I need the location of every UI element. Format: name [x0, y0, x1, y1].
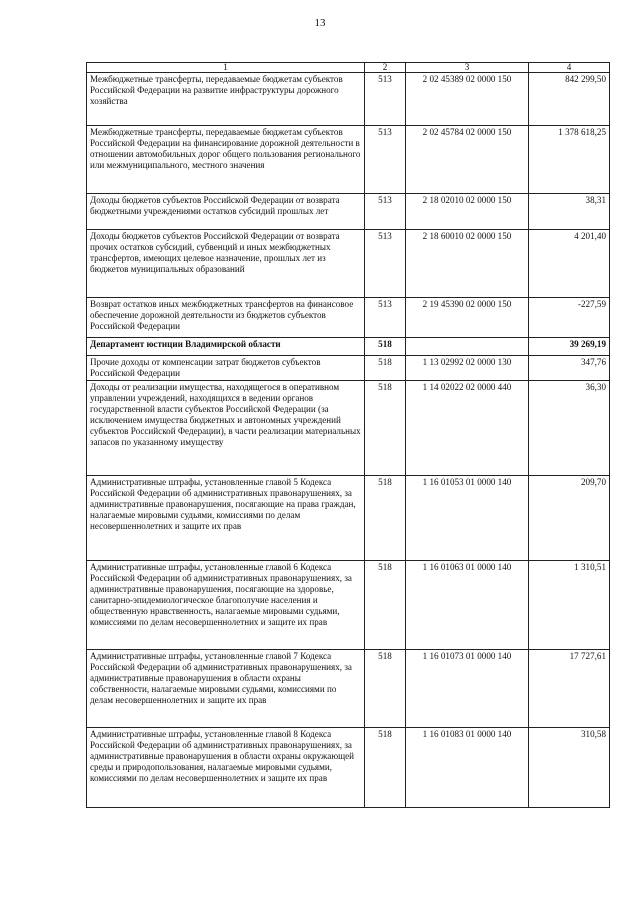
table-row: [87, 338, 610, 356]
table-row: [87, 230, 610, 298]
row-amount-cell: 36,30: [529, 381, 610, 476]
table-row: [87, 194, 610, 230]
table-row: [87, 650, 610, 728]
row-name-cell: Административные штрафы, установленные главой 7 Кодекса Российской Федерации об административных правонарушениях, за административные правонарушения в области охраны собственности, налагаемые мировыми судьями, комиссиями по делам несовершеннолетних и защите их прав: [87, 650, 365, 728]
row-name-cell: Межбюджетные трансферты, передаваемые бюджетам субъектов Российской Федерации на развитие инфраструктуры дорожного хозяйства: [87, 73, 365, 126]
row-name-cell: Межбюджетные трансферты, передаваемые бюджетам субъектов Российской Федерации на финансирование дорожной деятельности в отношении автомобильных дорог общего пользования регионального или межмуниципального, местного значения: [87, 126, 365, 194]
header-col-1: 1: [87, 63, 365, 73]
row-amount-cell: 1 378 618,25: [529, 126, 610, 194]
row-revenue-code-cell: 2 18 02010 02 0000 150: [406, 194, 529, 230]
row-admin-code-cell: 513: [365, 298, 406, 338]
row-amount-cell: 209,70: [529, 476, 610, 561]
row-admin-code-cell: 518: [365, 650, 406, 728]
header-col-4: 4: [529, 63, 610, 73]
table-row: [87, 381, 610, 476]
row-revenue-code-cell: 1 16 01063 01 0000 140: [406, 561, 529, 650]
table-row: [87, 356, 610, 381]
table-row: [87, 73, 610, 126]
row-admin-code-cell: 513: [365, 73, 406, 126]
row-revenue-code-cell: 2 02 45389 02 0000 150: [406, 73, 529, 126]
budget-revenue-table: [86, 62, 610, 808]
row-amount-cell: 4 201,40: [529, 230, 610, 298]
row-name-cell: Прочие доходы от компенсации затрат бюджетов субъектов Российской Федерации: [87, 356, 365, 381]
row-revenue-code-cell: 1 14 02022 02 0000 440: [406, 381, 529, 476]
row-amount-cell: 842 299,50: [529, 73, 610, 126]
table-header-row: [87, 63, 610, 73]
row-admin-code-cell: 513: [365, 230, 406, 298]
row-revenue-code-cell: 1 16 01053 01 0000 140: [406, 476, 529, 561]
row-admin-code-cell: 518: [365, 561, 406, 650]
row-revenue-code-cell: 1 16 01083 01 0000 140: [406, 728, 529, 808]
row-admin-code-cell: 513: [365, 194, 406, 230]
row-amount-cell: -227,59: [529, 298, 610, 338]
row-amount-cell: 1 310,51: [529, 561, 610, 650]
row-amount-cell: 17 727,61: [529, 650, 610, 728]
row-revenue-code-cell: 2 19 45390 02 0000 150: [406, 298, 529, 338]
table-row: [87, 561, 610, 650]
row-amount-cell: 38,31: [529, 194, 610, 230]
row-revenue-code-cell: 1 13 02992 02 0000 130: [406, 356, 529, 381]
header-col-2: 2: [365, 63, 406, 73]
row-admin-code-cell: 513: [365, 126, 406, 194]
row-name-cell: Административные штрафы, установленные главой 6 Кодекса Российской Федерации об административных правонарушениях, за административные правонарушения, посягающие на здоровье, санитарно-эпидемиологическое благополучие населения и общественную нравственность, налагаемые мировыми судьями, комиссиями по делам несовершеннолетних и защите их прав: [87, 561, 365, 650]
row-name-cell: Доходы бюджетов субъектов Российской Федерации от возврата прочих остатков субсидий, субвенций и иных межбюджетных трансфертов, имеющих целевое назначение, прошлых лет из бюджетов муниципальных образований: [87, 230, 365, 298]
row-admin-code-cell: 518: [365, 338, 406, 356]
page-number: 13: [314, 17, 326, 29]
row-name-cell: Возврат остатков иных межбюджетных трансфертов на финансовое обеспечение дорожной деятельности из бюджетов субъектов Российской Федерации: [87, 298, 365, 338]
row-amount-cell: 310,58: [529, 728, 610, 808]
row-name-cell: Доходы от реализации имущества, находящегося в оперативном управлении учреждений, находящихся в ведении органов государственной власти субъектов Российской Федерации (за исключением имущества бюджетных и автономных учреждений субъектов Российской Федерации), в части реализации материальных запасов по указанному имуществу: [87, 381, 365, 476]
table-row: [87, 126, 610, 194]
table-row: [87, 298, 610, 338]
row-revenue-code-cell: 2 18 60010 02 0000 150: [406, 230, 529, 298]
row-admin-code-cell: 518: [365, 476, 406, 561]
table-row: [87, 728, 610, 808]
row-admin-code-cell: 518: [365, 356, 406, 381]
table-row: [87, 476, 610, 561]
row-admin-code-cell: 518: [365, 728, 406, 808]
row-revenue-code-cell: [406, 338, 529, 356]
header-col-3: 3: [406, 63, 529, 73]
row-name-cell: Административные штрафы, установленные главой 8 Кодекса Российской Федерации об административных правонарушениях, за административные правонарушения в области охраны окружающей среды и природопользования, налагаемые мировыми судьями, комиссиями по делам несовершеннолетних и защите их прав: [87, 728, 365, 808]
row-amount-cell: 347,76: [529, 356, 610, 381]
row-name-cell: Административные штрафы, установленные главой 5 Кодекса Российской Федерации об административных правонарушениях, за административные правонарушения, посягающие на права граждан, налагаемые мировыми судьями, комиссиями по делам несовершеннолетних и защите их прав: [87, 476, 365, 561]
row-name-cell: Департамент юстиции Владимирской области: [87, 338, 365, 356]
row-admin-code-cell: 518: [365, 381, 406, 476]
row-revenue-code-cell: 2 02 45784 02 0000 150: [406, 126, 529, 194]
row-amount-cell: 39 269,19: [529, 338, 610, 356]
row-name-cell: Доходы бюджетов субъектов Российской Федерации от возврата бюджетными учреждениями остатков субсидий прошлых лет: [87, 194, 365, 230]
row-revenue-code-cell: 1 16 01073 01 0000 140: [406, 650, 529, 728]
table-body: [87, 73, 610, 808]
